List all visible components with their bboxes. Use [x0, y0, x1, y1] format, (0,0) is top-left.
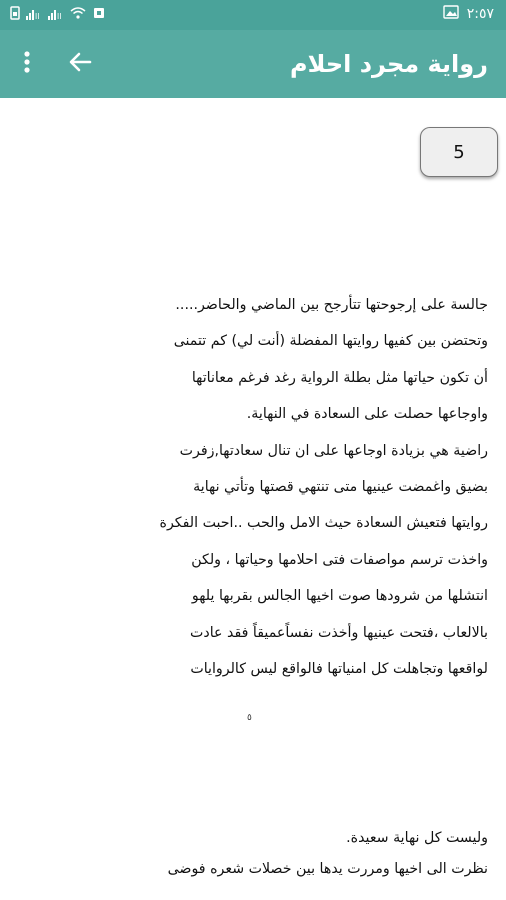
page-number-value: 5 — [453, 141, 465, 163]
story-line: روايتها فتعيش السعادة حيث الامل والحب ..احبت الفكرة — [159, 515, 488, 532]
image-icon — [443, 5, 459, 23]
story-text — [18, 287, 488, 687]
status-icons-right — [443, 5, 494, 23]
sim-card-icon — [10, 6, 20, 24]
svg-text:ll: ll — [57, 12, 62, 20]
story-line: واوجاعها حصلت على السعادة في النهاية. — [246, 406, 488, 423]
page-number-box[interactable] — [420, 127, 498, 177]
status-time: ٢:٥٧ — [466, 6, 494, 22]
story-line: نظرت الى اخيها ومررت يدها بين خصلات شعره فوضى — [167, 861, 488, 877]
story-line: لواقعها وتجاهلت كل امنياتها فالواقع ليس كالروايات — [190, 661, 488, 678]
story-line: بالالعاب ،فتحت عينيها وأخذت نفساًعميقاً فقد عادت — [190, 624, 488, 641]
story-line: وتحتضن بين كفيها روايتها المفضلة (أنت لي) كم تتمنى — [173, 333, 488, 350]
story-line: أن تكون حياتها مثل بطلة الرواية رغد فرغم معاناتها — [191, 369, 488, 386]
wifi-icon — [70, 6, 86, 24]
page-marker: ٥ — [247, 713, 252, 723]
story-line: بضيق واغمضت عينيها متى تنتهي قصتها وتأتي نهاية — [193, 479, 488, 496]
back-button[interactable] — [62, 48, 98, 80]
story-line: وليست كل نهاية سعيدة. — [346, 830, 488, 846]
signal-icon — [26, 6, 42, 24]
page-title: رواية مجرد احلام — [290, 50, 488, 78]
overflow-menu-icon — [24, 51, 30, 77]
story-line: راضية هي بزيادة اوجاعها على ان تنال سعادتها,زفرت — [179, 442, 488, 459]
story-line: واخذت ترسم مواصفات فتى احلامها وحياتها ، ولكن — [191, 551, 488, 568]
alarm-icon — [92, 6, 106, 24]
story-line: انتشلها من شرودها صوت اخيها الجالس بقربها يلهو — [191, 588, 488, 605]
signal-icon — [48, 6, 64, 24]
status-icons-left — [10, 6, 106, 24]
overflow-menu-button[interactable] — [12, 48, 42, 80]
svg-text:ll: ll — [35, 12, 40, 20]
story-text-continued — [18, 823, 488, 885]
arrow-left-icon — [68, 52, 92, 76]
story-line: جالسة على إرجوحتها تتأرجح بين الماضي والحاضر..... — [175, 297, 488, 313]
app-bar — [0, 30, 506, 98]
status-bar — [0, 0, 506, 30]
